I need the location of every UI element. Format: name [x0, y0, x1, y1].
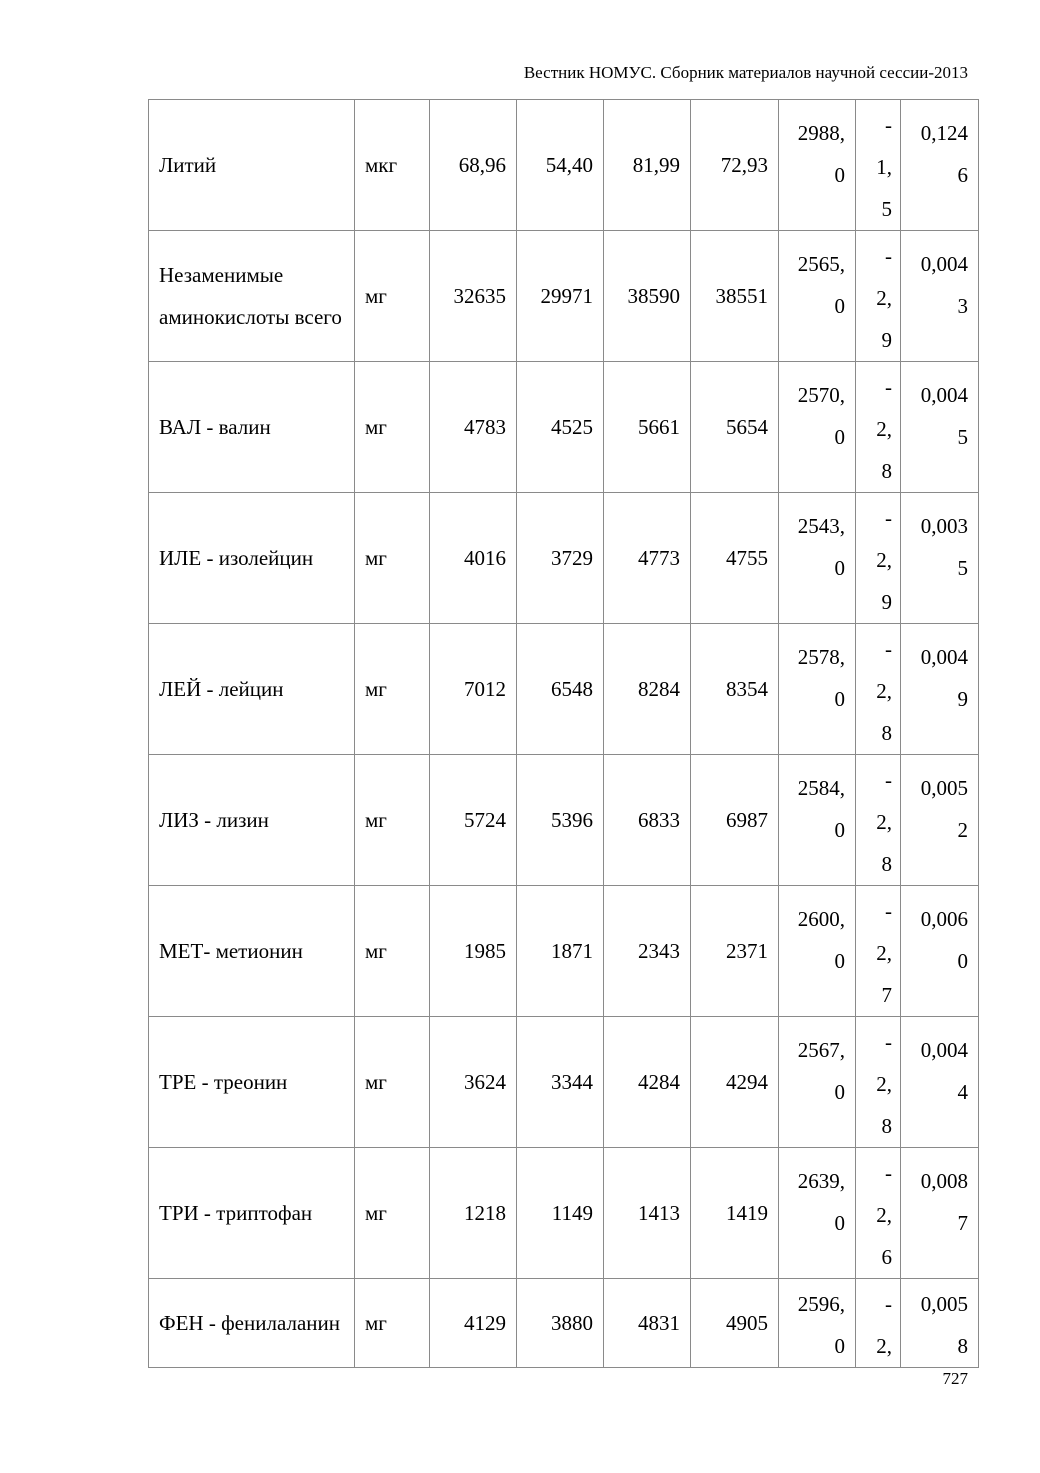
diff-cell — [856, 624, 901, 755]
value-cell-4: 4905 — [691, 1279, 779, 1368]
p-value-cell-line: 0,006 — [920, 907, 968, 931]
statistic-cell-line: 2584, — [797, 776, 845, 800]
diff-cell — [856, 362, 901, 493]
value-cell-4: 38551 — [691, 231, 779, 362]
value-cell-4: 5654 — [691, 362, 779, 493]
value-cell-3: 4773 — [604, 493, 691, 624]
unit-cell: мг — [355, 493, 430, 624]
statistic-cell-line: 0 — [834, 1211, 845, 1235]
table-body — [149, 100, 979, 1368]
statistic-cell-line: 0 — [834, 163, 845, 187]
statistic-cell-line: 2639, — [797, 1169, 845, 1193]
unit-cell: мг — [355, 1148, 430, 1279]
unit-cell: мкг — [355, 100, 430, 231]
value-cell-2: 6548 — [517, 624, 604, 755]
value-cell-2: 5396 — [517, 755, 604, 886]
diff-cell-line: 6 — [881, 1245, 892, 1269]
value-cell-1: 4783 — [430, 362, 517, 493]
statistic-cell — [779, 1148, 856, 1279]
statistic-cell — [779, 231, 856, 362]
page-header: Вестник НОМУС. Сборник материалов научной сессии-2013 — [523, 63, 968, 82]
data-table — [148, 99, 979, 1368]
indicator-name: ЛИЗ - лизин — [149, 755, 355, 886]
p-value-cell — [901, 624, 979, 755]
statistic-cell-line: 2567, — [797, 1038, 845, 1062]
p-value-cell — [901, 231, 979, 362]
diff-cell-line: 2, — [876, 810, 892, 834]
statistic-cell-line: 2600, — [797, 907, 845, 931]
value-cell-3: 81,99 — [604, 100, 691, 231]
p-value-cell-line: 0 — [957, 949, 968, 973]
value-cell-3: 8284 — [604, 624, 691, 755]
value-cell-1: 3624 — [430, 1017, 517, 1148]
value-cell-2: 4525 — [517, 362, 604, 493]
value-cell-1: 7012 — [430, 624, 517, 755]
p-value-cell — [901, 886, 979, 1017]
table-row — [149, 886, 979, 1017]
p-value-cell-line: 2 — [957, 818, 968, 842]
p-value-cell-line: 7 — [957, 1211, 968, 1235]
diff-cell-line: - — [885, 375, 892, 399]
value-cell-3: 5661 — [604, 362, 691, 493]
diff-cell-line: - — [885, 506, 892, 530]
statistic-cell-line: 2570, — [797, 383, 845, 407]
table-row — [149, 493, 979, 624]
indicator-name: ЛЕЙ - лейцин — [149, 624, 355, 755]
value-cell-1: 32635 — [430, 231, 517, 362]
p-value-cell-line: 5 — [957, 425, 968, 449]
unit-cell: мг — [355, 1279, 430, 1368]
indicator-name: Незаменимые аминокислоты всего — [149, 231, 355, 362]
statistic-cell-line: 0 — [834, 294, 845, 318]
p-value-cell — [901, 1148, 979, 1279]
p-value-cell-line: 0,004 — [920, 1038, 968, 1062]
statistic-cell-line: 0 — [834, 425, 845, 449]
value-cell-2: 29971 — [517, 231, 604, 362]
table-row — [149, 1279, 979, 1368]
statistic-cell — [779, 755, 856, 886]
p-value-cell — [901, 100, 979, 231]
p-value-cell-line: 6 — [957, 163, 968, 187]
diff-cell — [856, 100, 901, 231]
diff-cell-line: 9 — [881, 590, 892, 614]
indicator-name: ВАЛ - валин — [149, 362, 355, 493]
diff-cell-line: 7 — [881, 983, 892, 1007]
statistic-cell-line: 2578, — [797, 645, 845, 669]
statistic-cell-line: 0 — [834, 556, 845, 580]
p-value-cell-line: 0,004 — [920, 645, 968, 669]
p-value-cell-line: 5 — [957, 556, 968, 580]
p-value-cell-line: 0,124 — [920, 121, 968, 145]
indicator-name: ИЛЕ - изолейцин — [149, 493, 355, 624]
diff-cell — [856, 493, 901, 624]
statistic-cell-line: 0 — [834, 818, 845, 842]
value-cell-4: 1419 — [691, 1148, 779, 1279]
diff-cell — [856, 1279, 901, 1368]
diff-cell — [856, 1017, 901, 1148]
value-cell-1: 1985 — [430, 886, 517, 1017]
diff-cell-line: 8 — [881, 1114, 892, 1138]
value-cell-4: 8354 — [691, 624, 779, 755]
indicator-name: Литий — [149, 100, 355, 231]
table-row — [149, 100, 979, 231]
value-cell-2: 1871 — [517, 886, 604, 1017]
p-value-cell — [901, 755, 979, 886]
table-row — [149, 231, 979, 362]
diff-cell-line: 1, — [876, 155, 892, 179]
unit-cell: мг — [355, 755, 430, 886]
diff-cell-line: 2, — [876, 1334, 892, 1358]
statistic-cell-line: 0 — [834, 1080, 845, 1104]
p-value-cell — [901, 493, 979, 624]
indicator-name: МЕТ- метионин — [149, 886, 355, 1017]
indicator-name: ТРИ - триптофан — [149, 1148, 355, 1279]
value-cell-1: 68,96 — [430, 100, 517, 231]
p-value-cell-line: 0,004 — [920, 383, 968, 407]
unit-cell: мг — [355, 231, 430, 362]
value-cell-1: 1218 — [430, 1148, 517, 1279]
value-cell-4: 4755 — [691, 493, 779, 624]
unit-cell: мг — [355, 1017, 430, 1148]
diff-cell — [856, 231, 901, 362]
table-row — [149, 1148, 979, 1279]
p-value-cell — [901, 1017, 979, 1148]
statistic-cell — [779, 624, 856, 755]
diff-cell-line: 2, — [876, 941, 892, 965]
unit-cell: мг — [355, 624, 430, 755]
value-cell-4: 6987 — [691, 755, 779, 886]
diff-cell-line: - — [885, 899, 892, 923]
value-cell-1: 4129 — [430, 1279, 517, 1368]
p-value-cell-line: 3 — [957, 294, 968, 318]
diff-cell-line: - — [885, 768, 892, 792]
statistic-cell — [779, 493, 856, 624]
diff-cell-line: 8 — [881, 852, 892, 876]
indicator-name: ФЕН - фенилаланин — [149, 1279, 355, 1368]
table-row — [149, 362, 979, 493]
diff-cell-line: 2, — [876, 1203, 892, 1227]
value-cell-2: 3344 — [517, 1017, 604, 1148]
diff-cell-line: 2, — [876, 286, 892, 310]
diff-cell — [856, 1148, 901, 1279]
p-value-cell-line: 0,008 — [920, 1169, 968, 1193]
diff-cell — [856, 755, 901, 886]
statistic-cell-line: 2988, — [797, 121, 845, 145]
p-value-cell — [901, 1279, 979, 1368]
value-cell-2: 3880 — [517, 1279, 604, 1368]
diff-cell-line: 8 — [881, 459, 892, 483]
diff-cell-line: - — [885, 1292, 892, 1316]
diff-cell-line: - — [885, 244, 892, 268]
statistic-cell-line: 2596, — [797, 1292, 845, 1316]
p-value-cell-line: 9 — [957, 687, 968, 711]
table-row — [149, 1017, 979, 1148]
statistic-cell-line: 0 — [834, 1334, 845, 1358]
statistic-cell — [779, 886, 856, 1017]
value-cell-1: 5724 — [430, 755, 517, 886]
statistic-cell — [779, 1017, 856, 1148]
value-cell-4: 72,93 — [691, 100, 779, 231]
value-cell-3: 38590 — [604, 231, 691, 362]
page-number: 727 — [942, 1369, 968, 1388]
diff-cell — [856, 886, 901, 1017]
value-cell-3: 6833 — [604, 755, 691, 886]
value-cell-2: 3729 — [517, 493, 604, 624]
statistic-cell-line: 0 — [834, 687, 845, 711]
unit-cell: мг — [355, 886, 430, 1017]
diff-cell-line: 2, — [876, 417, 892, 441]
statistic-cell-line: 2543, — [797, 514, 845, 538]
diff-cell-line: - — [885, 637, 892, 661]
statistic-cell — [779, 1279, 856, 1368]
value-cell-3: 1413 — [604, 1148, 691, 1279]
diff-cell-line: 2, — [876, 679, 892, 703]
diff-cell-line: 5 — [881, 197, 892, 221]
value-cell-3: 2343 — [604, 886, 691, 1017]
p-value-cell-line: 0,005 — [920, 1292, 968, 1316]
unit-cell: мг — [355, 362, 430, 493]
diff-cell-line: 8 — [881, 721, 892, 745]
statistic-cell-line: 2565, — [797, 252, 845, 276]
p-value-cell-line: 4 — [957, 1080, 968, 1104]
diff-cell-line: 9 — [881, 328, 892, 352]
diff-cell-line: - — [885, 113, 892, 137]
value-cell-4: 4294 — [691, 1017, 779, 1148]
diff-cell-line: - — [885, 1030, 892, 1054]
value-cell-1: 4016 — [430, 493, 517, 624]
table-row — [149, 624, 979, 755]
value-cell-3: 4831 — [604, 1279, 691, 1368]
diff-cell-line: 2, — [876, 1072, 892, 1096]
value-cell-3: 4284 — [604, 1017, 691, 1148]
p-value-cell — [901, 362, 979, 493]
p-value-cell-line: 8 — [957, 1334, 968, 1358]
indicator-name: ТРЕ - треонин — [149, 1017, 355, 1148]
p-value-cell-line: 0,004 — [920, 252, 968, 276]
p-value-cell-line: 0,005 — [920, 776, 968, 800]
value-cell-4: 2371 — [691, 886, 779, 1017]
value-cell-2: 1149 — [517, 1148, 604, 1279]
statistic-cell-line: 0 — [834, 949, 845, 973]
statistic-cell — [779, 100, 856, 231]
value-cell-2: 54,40 — [517, 100, 604, 231]
statistic-cell — [779, 362, 856, 493]
p-value-cell-line: 0,003 — [920, 514, 968, 538]
diff-cell-line: - — [885, 1161, 892, 1185]
table-row — [149, 755, 979, 886]
diff-cell-line: 2, — [876, 548, 892, 572]
